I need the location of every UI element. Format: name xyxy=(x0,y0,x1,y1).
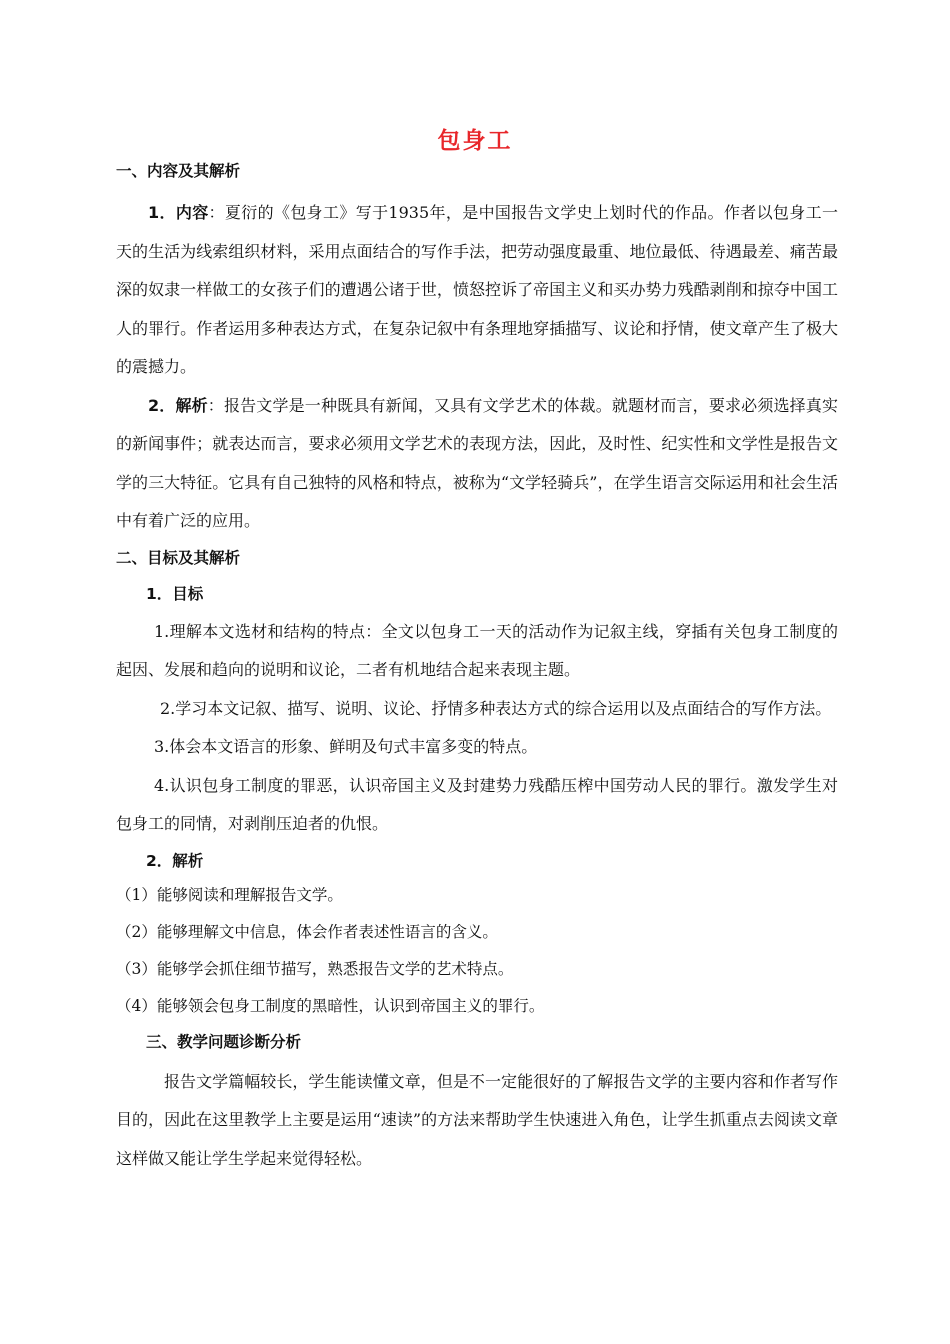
section-heading-goals: 二、目标及其解析 xyxy=(116,548,241,567)
paragraph-diagnosis: 报告文学篇幅较长，学生能读懂文章，但是不一定能很好的了解报告文学的主要内容和作者写作目的，因此在这里教学上主要是运用“速读”的方法来帮助学生快速进入角色，让学生抓重点去阅读文章这样做又能让学生学起来觉得轻松。 xyxy=(116,1071,838,1168)
goal-item: 4.认识包身工制度的罪恶，认识帝国主义及封建势力残酷压榨中国劳动人民的罪行。激发学生对包身工的同情，对剥削压迫者的仇恨。 xyxy=(116,775,838,833)
document-body xyxy=(116,160,838,1178)
paragraph-text-content: ：夏衍的《包身工》写于1935年，是中国报告文学史上划时代的作品。作者以包身工一天的生活为线索组织材料，采用点面结合的写作手法，把劳动强度最重、地位最低、待遇最差、痛苦最深的奴隶一样做工的女孩子们的遭遇公诸于世，愤怒控诉了帝国主义和买办势力残酷剥削和掠夺中国工人的罪行。作者运用多种表达方式，在复杂记叙中有条理地穿插描写、议论和抒情，使文章产生了极大的震撼力。 xyxy=(116,203,838,376)
paragraph-analysis xyxy=(116,387,838,541)
goal-item: 1.理解本文选材和结构的特点：全文以包身工一天的活动作为记叙主线，穿插有关包身工制度的起因、发展和趋向的说明和议论，二者有机地结合起来表现主题。 xyxy=(116,621,838,679)
goal-item: 2.学习本文记叙、描写、说明、议论、抒情多种表达方式的综合运用以及点面结合的写作方法。 xyxy=(160,698,832,718)
analysis-item: （1）能够阅读和理解报告文学。 xyxy=(116,885,343,904)
page-title: 包身工 xyxy=(437,128,513,154)
paragraph-label-content: 1．内容 xyxy=(148,203,209,222)
analysis-item: （4）能够领会包身工制度的黑暗性，认识到帝国主义的罪行。 xyxy=(116,996,545,1015)
section-heading-content: 一、内容及其解析 xyxy=(116,162,241,180)
paragraph-label-analysis: 2．解析 xyxy=(148,395,208,415)
paragraph-content xyxy=(116,194,838,387)
subheading-goals: 1．目标 xyxy=(146,584,204,603)
goal-item: 3.体会本文语言的形象、鲜明及句式丰富多变的特点。 xyxy=(154,737,538,756)
section-heading-diagnosis: 三、教学问题诊断分析 xyxy=(146,1032,302,1051)
analysis-item: （3）能够学会抓住细节描写，熟悉报告文学的艺术特点。 xyxy=(116,959,514,978)
analysis-item: （2）能够理解文中信息，体会作者表述性语言的含义。 xyxy=(116,922,498,941)
paragraph-text-analysis: ：报告文学是一种既具有新闻，又具有文学艺术的体裁。就题材而言，要求必须选择真实的新闻事件；就表达而言，要求必须用文学艺术的表现方法，因此，及时性、纪实性和文学性是报告文学的三大特征。它具有自己独特的风格和特点，被称为“文学轻骑兵”，在学生语言交际运用和社会生活中有着广泛的应用。 xyxy=(116,395,838,530)
subheading-analysis: 2．解析 xyxy=(146,851,204,870)
